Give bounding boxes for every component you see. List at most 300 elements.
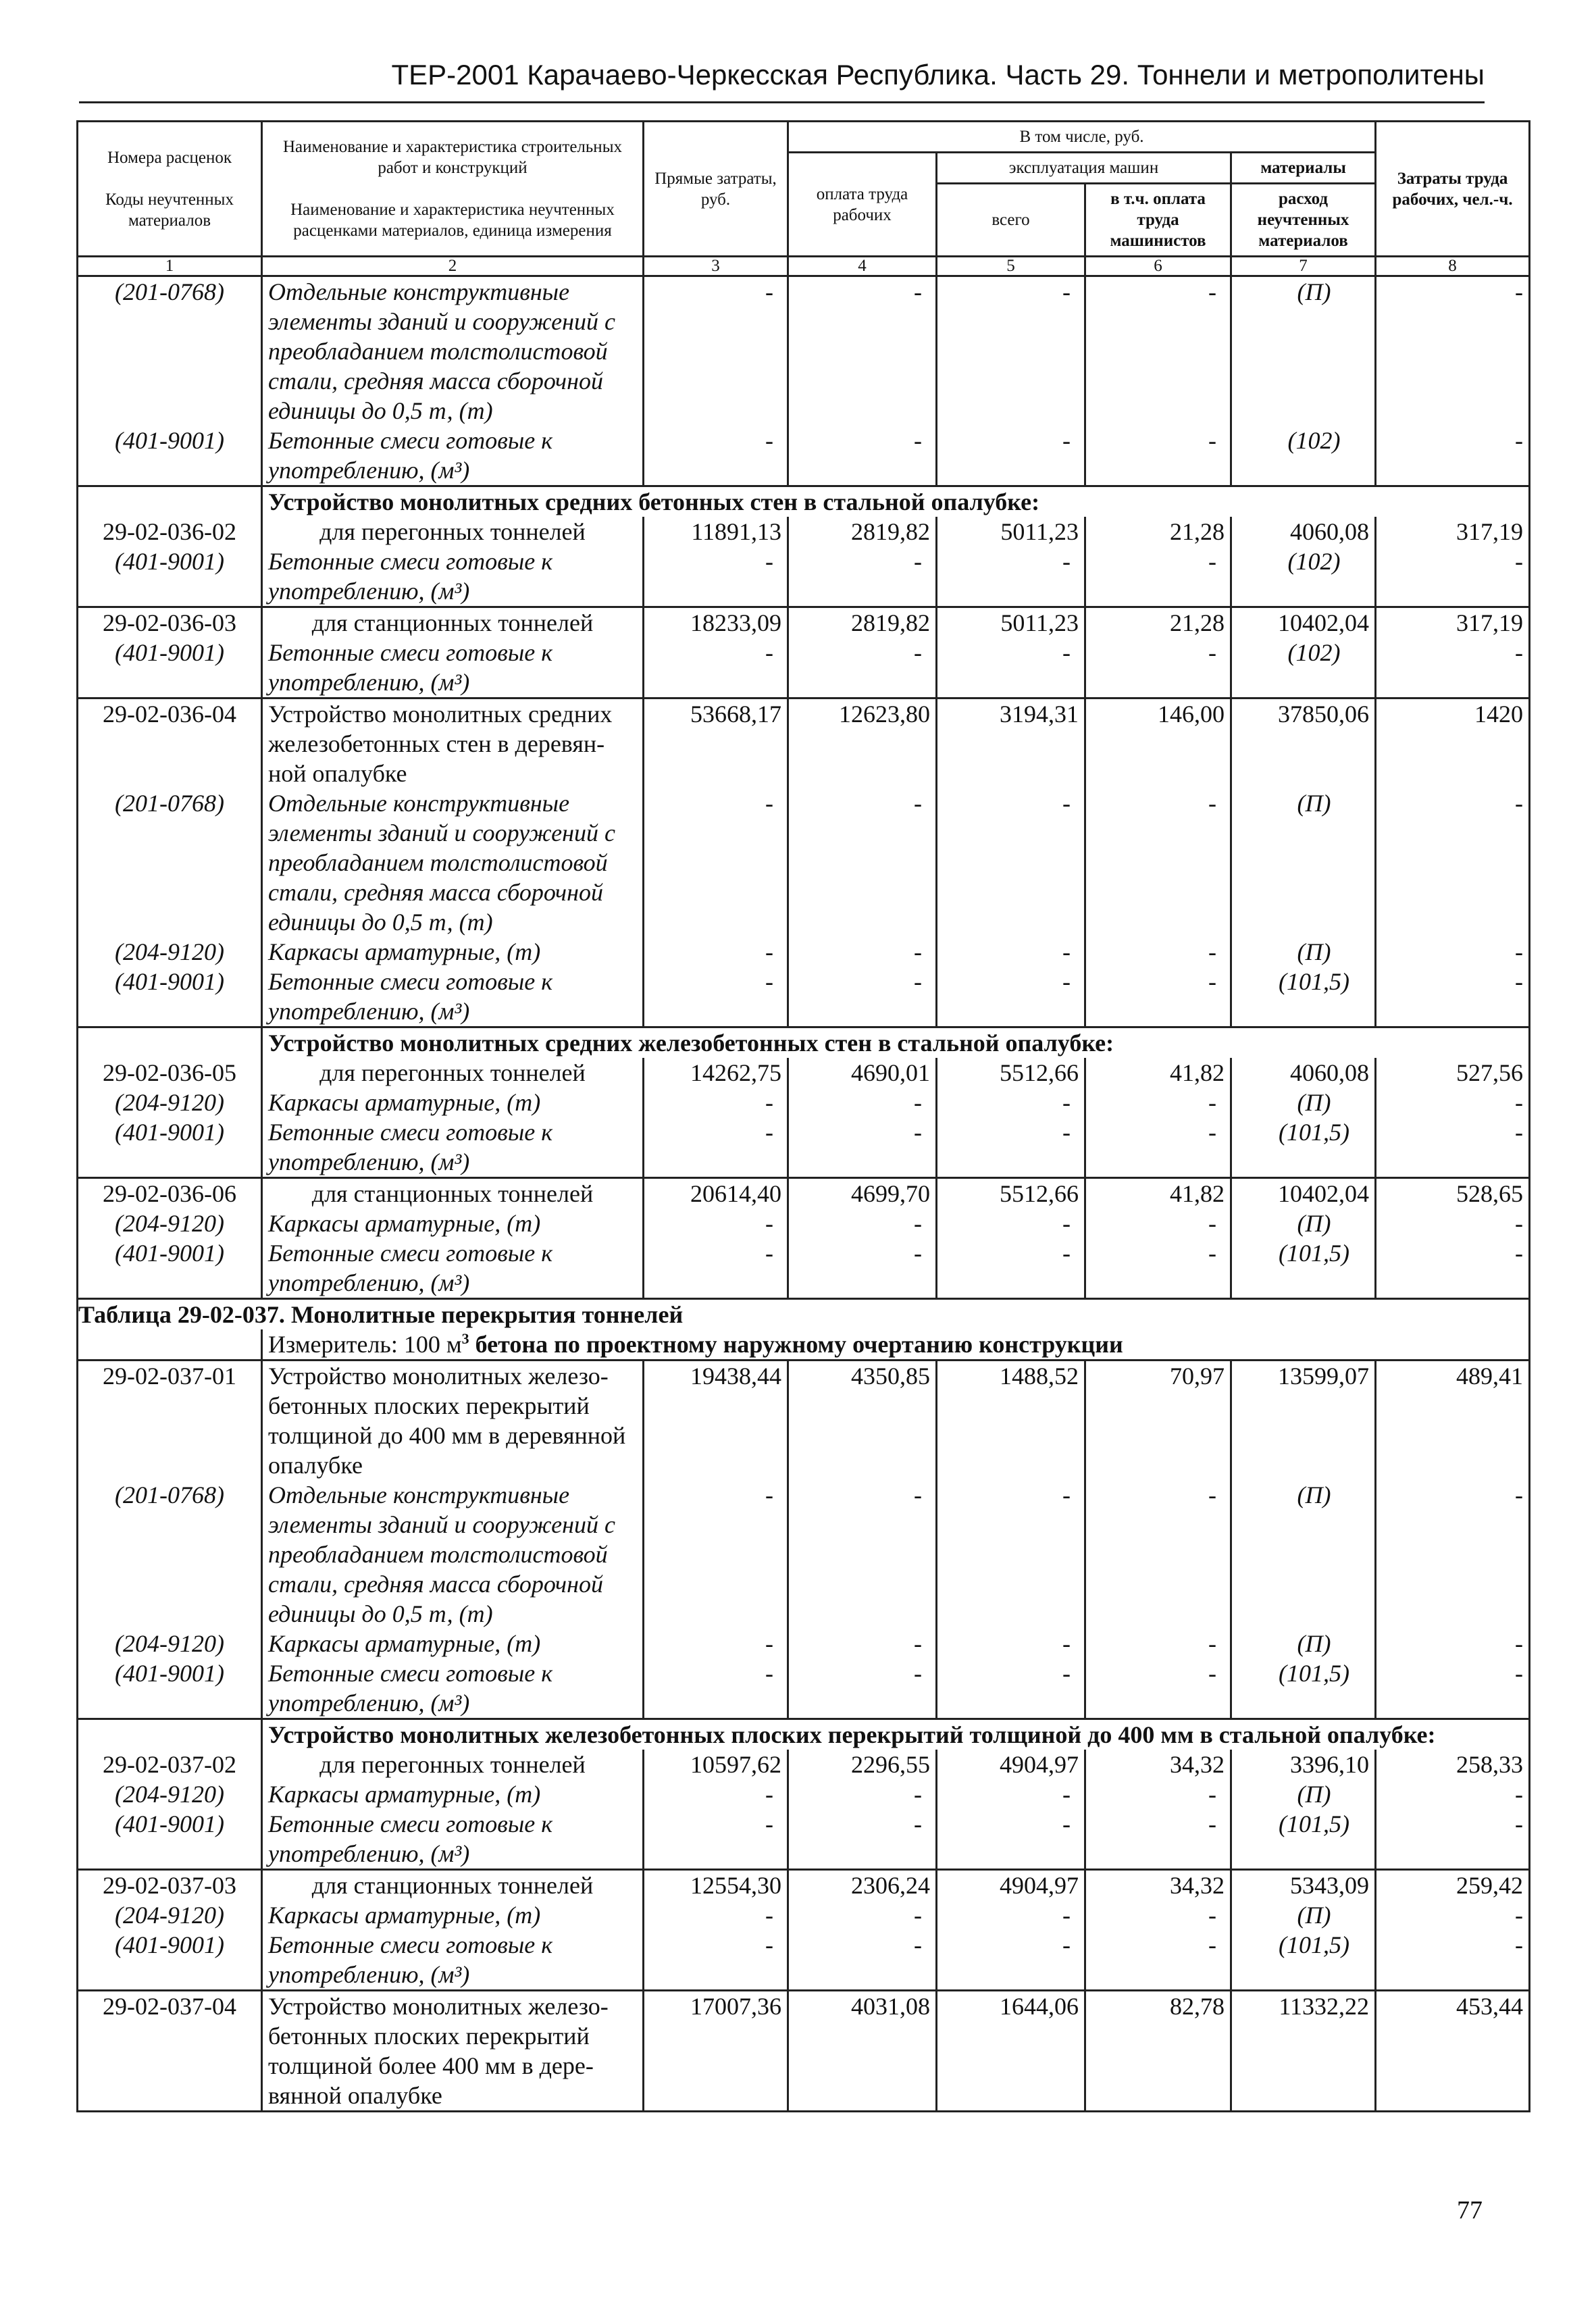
name-line: бетонных плоских перекрытий	[268, 1392, 590, 1419]
labor-pay: 2296,55	[788, 1750, 937, 1779]
value: -	[1085, 426, 1231, 486]
labor-hours: -	[1376, 1900, 1530, 1930]
material-name: Каркасы арматурные, (т)	[262, 1779, 644, 1809]
material-code: (401-9001)	[78, 426, 262, 486]
column-numbers-row	[78, 257, 1530, 276]
material-code: (401-9001)	[78, 638, 262, 698]
labor-pay: -	[788, 1480, 937, 1629]
value: -	[937, 276, 1085, 426]
material-code: (401-9001)	[78, 1238, 262, 1299]
col-num: 2	[262, 257, 644, 276]
machines-total: -	[937, 1088, 1085, 1117]
rate-code: 29-02-036-06	[78, 1178, 262, 1209]
labor-pay: 2819,82	[788, 517, 937, 547]
rate-code: 29-02-037-01	[78, 1361, 262, 1481]
direct-costs: -	[644, 1809, 788, 1870]
labor-pay: 4690,01	[788, 1058, 937, 1088]
rate-name	[262, 698, 644, 789]
name-line: Устройство монолитных железо-	[268, 1993, 609, 2020]
machines-total: 5512,66	[937, 1178, 1085, 1209]
rate-code: 29-02-036-05	[78, 1058, 262, 1088]
name-line: Устройство монолитных железо-	[268, 1363, 609, 1390]
direct-costs: 10597,62	[644, 1750, 788, 1779]
machines-total: -	[937, 1629, 1085, 1658]
direct-costs: -	[644, 967, 788, 1027]
machinist-pay: -	[1085, 1809, 1231, 1870]
section-row	[78, 1027, 1530, 1059]
value: (П)	[1231, 276, 1376, 426]
machinist-pay: -	[1085, 937, 1231, 967]
machines-total: -	[937, 967, 1085, 1027]
machines-total: 1488,52	[937, 1361, 1085, 1481]
labor-hours: -	[1376, 1779, 1530, 1809]
direct-costs: -	[644, 1480, 788, 1629]
direct-costs: -	[644, 1117, 788, 1178]
material-row	[78, 967, 1530, 1027]
material-name	[262, 276, 644, 426]
labor-pay: -	[788, 1930, 937, 1991]
machines-total: -	[937, 1930, 1085, 1991]
direct-costs: -	[644, 1900, 788, 1930]
name-line: стали, средняя масса сборочной	[268, 367, 603, 395]
name-line: преобладанием толстолистовой	[268, 849, 608, 876]
labor-hours: -	[1376, 1480, 1530, 1629]
machines-total: -	[937, 547, 1085, 607]
section-title: Устройство монолитных средних железобетонных стен в стальной опалубке:	[262, 1027, 1530, 1059]
name-line: ной опалубке	[268, 760, 407, 787]
col-6-header: в т.ч. оплата труда машинистов	[1085, 184, 1231, 257]
labor-hours: 259,42	[1376, 1870, 1530, 1901]
name-line: Бетонные смеси готовые к	[268, 1240, 553, 1267]
col-num: 3	[644, 257, 788, 276]
material-row	[78, 1930, 1530, 1991]
name-line: бетонных плоских перекрытий	[268, 2023, 590, 2050]
materials-cost: (П)	[1231, 1480, 1376, 1629]
materials-cost: (П)	[1231, 1209, 1376, 1238]
col-1b-label: Коды неучтенных материалов	[105, 190, 234, 230]
name-line: преобладанием толстолистовой	[268, 1541, 608, 1568]
name-line: Бетонные смеси готовые к	[268, 639, 553, 666]
col-8-header: Затраты труда рабочих, чел.-ч.	[1376, 122, 1530, 257]
col-3-header: Прямые затраты, руб.	[644, 122, 788, 257]
machinist-pay: -	[1085, 1930, 1231, 1991]
rate-code: 29-02-036-04	[78, 698, 262, 789]
labor-hours: -	[1376, 1238, 1530, 1299]
value: -	[1376, 426, 1530, 486]
rate-name: для станционных тоннелей	[262, 1870, 644, 1901]
machines-total: 5011,23	[937, 517, 1085, 547]
materials-cost: 37850,06	[1231, 698, 1376, 789]
col-5-header: всего	[937, 184, 1085, 257]
name-line: употреблению, (м³)	[268, 1689, 470, 1717]
material-name	[262, 1480, 644, 1629]
materials-cost: (101,5)	[1231, 1238, 1376, 1299]
machines-total: -	[937, 1117, 1085, 1178]
name-line: стали, средняя масса сборочной	[268, 1571, 603, 1598]
col-1a-label: Номера расценок	[107, 148, 232, 167]
col-num: 4	[788, 257, 937, 276]
labor-pay: 4699,70	[788, 1178, 937, 1209]
machines-total: -	[937, 1900, 1085, 1930]
rate-name: для перегонных тоннелей	[262, 1058, 644, 1088]
material-name: Каркасы арматурные, (т)	[262, 1088, 644, 1117]
machinist-pay: 21,28	[1085, 517, 1231, 547]
material-row	[78, 1658, 1530, 1719]
materials-cost: 10402,04	[1231, 1178, 1376, 1209]
name-line: Устройство монолитных средних	[268, 701, 613, 728]
labor-pay: 2819,82	[788, 607, 937, 638]
name-line: употреблению, (м³)	[268, 578, 470, 605]
machinist-pay: 146,00	[1085, 698, 1231, 789]
labor-hours: 527,56	[1376, 1058, 1530, 1088]
machinist-pay: 70,97	[1085, 1361, 1231, 1481]
machinist-pay: -	[1085, 1238, 1231, 1299]
table-header	[78, 122, 1530, 257]
machines-header: эксплуатация машин	[937, 153, 1231, 184]
section-title: Устройство монолитных железобетонных плоских перекрытий толщиной до 400 мм в стальной опалубке:	[262, 1719, 1530, 1750]
materials-cost: (П)	[1231, 1629, 1376, 1658]
machines-total: -	[937, 1809, 1085, 1870]
table-body	[78, 257, 1530, 2112]
col-1-header	[78, 122, 262, 257]
material-name	[262, 1238, 644, 1299]
section-blank	[78, 486, 262, 517]
material-row	[78, 1209, 1530, 1238]
labor-hours: 317,19	[1376, 517, 1530, 547]
section-title: Устройство монолитных средних бетонных стен в стальной опалубке:	[262, 486, 1530, 517]
labor-hours: -	[1376, 1809, 1530, 1870]
direct-costs: -	[644, 1779, 788, 1809]
direct-costs: 14262,75	[644, 1058, 788, 1088]
labor-pay: -	[788, 937, 937, 967]
name-line: употреблению, (м³)	[268, 1148, 470, 1175]
machines-total: 5512,66	[937, 1058, 1085, 1088]
materials-cost: (П)	[1231, 788, 1376, 937]
material-row	[78, 1117, 1530, 1178]
name-line: употреблению, (м³)	[268, 1840, 470, 1867]
labor-pay: 4350,85	[788, 1361, 937, 1481]
materials-cost: 3396,10	[1231, 1750, 1376, 1779]
rate-row	[78, 1991, 1530, 2112]
machines-total: 4904,97	[937, 1750, 1085, 1779]
direct-costs: -	[644, 937, 788, 967]
col-num: 8	[1376, 257, 1530, 276]
name-line: употреблению, (м³)	[268, 998, 470, 1025]
machines-total: -	[937, 1658, 1085, 1719]
page-number: 77	[1457, 2196, 1483, 2225]
direct-costs: -	[644, 638, 788, 698]
labor-hours: -	[1376, 1629, 1530, 1658]
material-code: (201-0768)	[78, 1480, 262, 1629]
material-code: (201-0768)	[78, 276, 262, 426]
machines-total: -	[937, 638, 1085, 698]
materials-cost: 5343,09	[1231, 1870, 1376, 1901]
direct-costs: -	[644, 788, 788, 937]
machinist-pay: -	[1085, 1658, 1231, 1719]
machinist-pay: -	[1085, 1480, 1231, 1629]
value: -	[788, 426, 937, 486]
rate-row	[78, 1361, 1530, 1481]
name-line: стали, средняя масса сборочной	[268, 879, 603, 906]
labor-hours: -	[1376, 1117, 1530, 1178]
col-7-header: расход неучтенных материалов	[1231, 184, 1376, 257]
value: -	[1376, 276, 1530, 426]
materials-cost: (П)	[1231, 937, 1376, 967]
name-line: элементы зданий и сооружений с	[268, 1511, 616, 1538]
direct-costs: -	[644, 1658, 788, 1719]
material-name	[262, 1930, 644, 1991]
material-name: Каркасы арматурные, (т)	[262, 1209, 644, 1238]
labor-hours: -	[1376, 547, 1530, 607]
rate-row	[78, 1178, 1530, 1209]
name-line: вянной опалубке	[268, 2082, 442, 2109]
group-header: В том числе, руб.	[788, 122, 1376, 153]
labor-hours: 528,65	[1376, 1178, 1530, 1209]
material-row	[78, 276, 1530, 426]
labor-pay: -	[788, 1900, 937, 1930]
material-code: (401-9001)	[78, 1117, 262, 1178]
rate-name	[262, 1991, 644, 2112]
machinist-pay: -	[1085, 1088, 1231, 1117]
material-code: (204-9120)	[78, 1779, 262, 1809]
materials-cost: (102)	[1231, 638, 1376, 698]
meter-blank	[78, 1329, 262, 1361]
material-row	[78, 1480, 1530, 1629]
direct-costs: 19438,44	[644, 1361, 788, 1481]
material-row	[78, 937, 1530, 967]
rate-code: 29-02-036-02	[78, 517, 262, 547]
direct-costs: -	[644, 1238, 788, 1299]
material-row	[78, 788, 1530, 937]
name-line: Бетонные смеси готовые к	[268, 1931, 553, 1958]
rate-row	[78, 607, 1530, 638]
materials-cost: 10402,04	[1231, 607, 1376, 638]
col-num: 7	[1231, 257, 1376, 276]
labor-hours: -	[1376, 1930, 1530, 1991]
machinist-pay: -	[1085, 547, 1231, 607]
direct-costs: 17007,36	[644, 1991, 788, 2112]
material-name	[262, 638, 644, 698]
material-name	[262, 788, 644, 937]
direct-costs: -	[644, 1209, 788, 1238]
machinist-pay: -	[1085, 788, 1231, 937]
machines-total: 4904,97	[937, 1870, 1085, 1901]
machines-total: -	[937, 937, 1085, 967]
col-num: 5	[937, 257, 1085, 276]
labor-pay: -	[788, 1209, 937, 1238]
value: -	[1085, 276, 1231, 426]
labor-pay: -	[788, 1658, 937, 1719]
labor-hours: -	[1376, 967, 1530, 1027]
material-name: Каркасы арматурные, (т)	[262, 1629, 644, 1658]
material-name: Каркасы арматурные, (т)	[262, 937, 644, 967]
labor-hours: -	[1376, 638, 1530, 698]
material-name	[262, 1117, 644, 1178]
name-line: единицы до 0,5 т, (т)	[268, 397, 493, 424]
labor-pay: -	[788, 788, 937, 937]
machines-total: -	[937, 1779, 1085, 1809]
material-name	[262, 1658, 644, 1719]
rate-row	[78, 1750, 1530, 1779]
material-row	[78, 1088, 1530, 1117]
labor-hours: -	[1376, 1088, 1530, 1117]
machinist-pay: 34,32	[1085, 1870, 1231, 1901]
value: -	[644, 426, 788, 486]
machinist-pay: 82,78	[1085, 1991, 1231, 2112]
machines-total: 5011,23	[937, 607, 1085, 638]
name-line: Бетонные смеси готовые к	[268, 548, 553, 575]
meter-prefix: Измеритель: 100 м	[268, 1331, 462, 1358]
value: -	[644, 276, 788, 426]
labor-hours: -	[1376, 1658, 1530, 1719]
section-row	[78, 1719, 1530, 1750]
labor-hours: -	[1376, 937, 1530, 967]
direct-costs: -	[644, 1930, 788, 1991]
materials-cost: (101,5)	[1231, 1117, 1376, 1178]
name-line: единицы до 0,5 т, (т)	[268, 1600, 493, 1627]
material-row	[78, 1779, 1530, 1809]
rates-table	[76, 120, 1530, 2112]
direct-costs: -	[644, 1088, 788, 1117]
labor-hours: 317,19	[1376, 607, 1530, 638]
name-line: употреблению, (м³)	[268, 1269, 470, 1296]
meter-rest: бетона по проектному наружному очертанию конструкции	[469, 1331, 1123, 1358]
machines-total: 1644,06	[937, 1991, 1085, 2112]
materials-cost: (101,5)	[1231, 1930, 1376, 1991]
rate-row	[78, 698, 1530, 789]
name-line: Отдельные конструктивные	[268, 278, 570, 305]
machines-total: -	[937, 1209, 1085, 1238]
material-code: (204-9120)	[78, 1900, 262, 1930]
name-line: Бетонные смеси готовые к	[268, 427, 553, 454]
name-line: железобетонных стен в деревян-	[268, 730, 605, 757]
name-line: толщиной более 400 мм в дере-	[268, 2052, 594, 2079]
table-title-row	[78, 1299, 1530, 1330]
machinist-pay: 34,32	[1085, 1750, 1231, 1779]
material-row	[78, 1900, 1530, 1930]
machinist-pay: -	[1085, 638, 1231, 698]
material-code: (401-9001)	[78, 967, 262, 1027]
name-line: употреблению, (м³)	[268, 669, 470, 696]
section-blank	[78, 1719, 262, 1750]
material-name	[262, 426, 644, 486]
materials-cost: (101,5)	[1231, 967, 1376, 1027]
meter-sup: 3	[461, 1330, 469, 1347]
name-line: Бетонные смеси готовые к	[268, 1810, 553, 1837]
meter-text	[262, 1329, 1530, 1361]
direct-costs: -	[644, 547, 788, 607]
direct-costs: 12554,30	[644, 1870, 788, 1901]
labor-hours: 258,33	[1376, 1750, 1530, 1779]
labor-pay: -	[788, 547, 937, 607]
materials-cost: 13599,07	[1231, 1361, 1376, 1481]
material-code: (401-9001)	[78, 1930, 262, 1991]
labor-pay: 2306,24	[788, 1870, 937, 1901]
materials-cost: 4060,08	[1231, 517, 1376, 547]
labor-hours: 489,41	[1376, 1361, 1530, 1481]
labor-pay: -	[788, 1238, 937, 1299]
direct-costs: 11891,13	[644, 517, 788, 547]
rate-row	[78, 517, 1530, 547]
materials-cost: 4060,08	[1231, 1058, 1376, 1088]
rate-code: 29-02-037-04	[78, 1991, 262, 2112]
labor-hours: 1420	[1376, 698, 1530, 789]
material-row	[78, 1629, 1530, 1658]
rate-name: для станционных тоннелей	[262, 607, 644, 638]
name-line: Бетонные смеси готовые к	[268, 968, 553, 995]
material-code: (204-9120)	[78, 937, 262, 967]
labor-pay: -	[788, 1809, 937, 1870]
rate-name: для перегонных тоннелей	[262, 517, 644, 547]
direct-costs: -	[644, 1629, 788, 1658]
labor-pay: -	[788, 1629, 937, 1658]
labor-hours: -	[1376, 788, 1530, 937]
value: (102)	[1231, 426, 1376, 486]
rate-code: 29-02-037-03	[78, 1870, 262, 1901]
value: -	[937, 426, 1085, 486]
materials-header: материалы	[1231, 153, 1376, 184]
rate-name: для станционных тоннелей	[262, 1178, 644, 1209]
material-row	[78, 1238, 1530, 1299]
page-header: ТЕР-2001 Карачаево-Черкесская Республика. Часть 29. Тоннели и метрополитены	[79, 54, 1485, 103]
rate-row	[78, 1870, 1530, 1901]
col-num: 6	[1085, 257, 1231, 276]
materials-cost: (П)	[1231, 1779, 1376, 1809]
material-code: (201-0768)	[78, 788, 262, 937]
machinist-pay: 41,82	[1085, 1058, 1231, 1088]
machinist-pay: -	[1085, 1779, 1231, 1809]
material-row	[78, 547, 1530, 607]
machinist-pay: 21,28	[1085, 607, 1231, 638]
labor-pay: -	[788, 638, 937, 698]
name-line: единицы до 0,5 т, (т)	[268, 909, 493, 936]
rate-row	[78, 1058, 1530, 1088]
machines-total: 3194,31	[937, 698, 1085, 789]
material-code: (401-9001)	[78, 1658, 262, 1719]
materials-cost: (П)	[1231, 1900, 1376, 1930]
machinist-pay: 41,82	[1085, 1178, 1231, 1209]
col-2-header	[262, 122, 644, 257]
machinist-pay: -	[1085, 1209, 1231, 1238]
machinist-pay: -	[1085, 967, 1231, 1027]
rate-name	[262, 1361, 644, 1481]
labor-hours: -	[1376, 1209, 1530, 1238]
rate-code: 29-02-037-02	[78, 1750, 262, 1779]
labor-pay: -	[788, 967, 937, 1027]
name-line: Отдельные конструктивные	[268, 1481, 570, 1508]
rate-code: 29-02-036-03	[78, 607, 262, 638]
materials-cost: 11332,22	[1231, 1991, 1376, 2112]
material-code: (401-9001)	[78, 547, 262, 607]
material-name: Каркасы арматурные, (т)	[262, 1900, 644, 1930]
section-blank	[78, 1027, 262, 1059]
material-code: (204-9120)	[78, 1629, 262, 1658]
material-code: (204-9120)	[78, 1209, 262, 1238]
material-name	[262, 1809, 644, 1870]
material-code: (401-9001)	[78, 1809, 262, 1870]
material-code: (204-9120)	[78, 1088, 262, 1117]
materials-cost: (П)	[1231, 1088, 1376, 1117]
labor-pay: 4031,08	[788, 1991, 937, 2112]
name-line: толщиной до 400 мм в деревянной	[268, 1422, 626, 1449]
machinist-pay: -	[1085, 1629, 1231, 1658]
machines-total: -	[937, 788, 1085, 937]
labor-hours: 453,44	[1376, 1991, 1530, 2112]
direct-costs: 18233,09	[644, 607, 788, 638]
section-row	[78, 486, 1530, 517]
direct-costs: 20614,40	[644, 1178, 788, 1209]
name-line: опалубке	[268, 1452, 363, 1479]
